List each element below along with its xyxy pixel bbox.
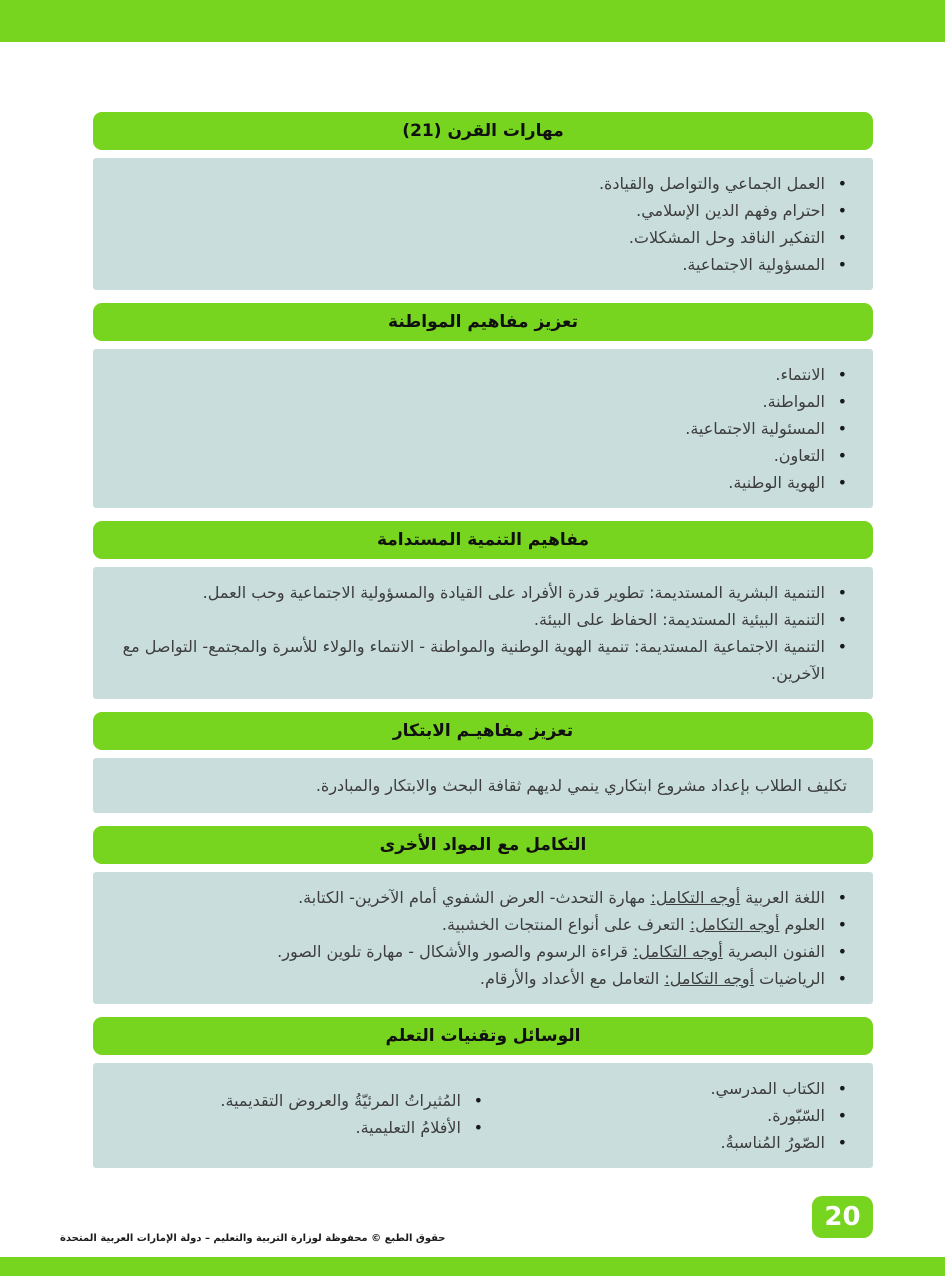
section-sustainable-development	[93, 521, 873, 699]
list-item	[119, 388, 847, 415]
list-item-text: التنمية البشرية المستديمة: تطوير قدرة الأفراد على القيادة والمسؤولية الاجتماعية وحب العمل.	[202, 583, 825, 602]
top-bar	[0, 0, 945, 42]
section-header: التكامل مع المواد الأخرى	[93, 826, 873, 864]
bullet-icon: •	[837, 610, 847, 629]
list-item	[119, 197, 847, 224]
list-item-text: المُثيراتُ المرئيّةُ والعروض التقديمية.	[220, 1091, 461, 1110]
section-integration	[93, 826, 873, 1004]
list-item	[119, 170, 847, 197]
list-item-text	[119, 884, 825, 911]
section-innovation	[93, 712, 873, 813]
bullet-icon: •	[837, 888, 847, 907]
bullet-icon: •	[473, 1091, 483, 1110]
list-item	[119, 361, 847, 388]
list-item-text	[119, 938, 825, 965]
list-item-text	[119, 911, 825, 938]
bullet-icon: •	[837, 255, 847, 274]
list-item-text: التنمية البيئية المستديمة: الحفاظ على البيئة.	[533, 610, 825, 629]
list-item	[119, 938, 847, 965]
integration-detail: قراءة الرسوم والصور والأشكال - مهارة تلوين الصور.	[277, 942, 628, 961]
bullet-list	[119, 361, 847, 496]
copyright-footer: حقوق الطبع © محفوظة لوزارة التربية والتعليم – دولة الإمارات العربية المتحدة	[60, 1233, 446, 1244]
bullet-icon: •	[837, 228, 847, 247]
section-century-skills	[93, 112, 873, 290]
bullet-list-right	[483, 1075, 847, 1156]
bullet-icon: •	[837, 1106, 847, 1125]
bullet-list-left	[119, 1075, 483, 1156]
list-item-text: المسئولية الاجتماعية.	[685, 419, 825, 438]
bullet-icon: •	[837, 583, 847, 602]
list-item	[119, 251, 847, 278]
list-item-text: المواطنة.	[762, 392, 825, 411]
list-item	[483, 1102, 847, 1129]
page-content	[93, 112, 873, 1181]
list-item	[119, 442, 847, 469]
integration-detail: مهارة التحدث- العرض الشفوي أمام الآخرين- الكتابة.	[298, 888, 646, 907]
bullet-list	[119, 579, 847, 687]
list-item-text: التنمية الاجتماعية المستديمة: تنمية الهوية الوطنية والمواطنة - الانتماء والولاء للأسرة والمجتمع- التواصل مع الآخرين.	[122, 637, 825, 683]
integration-aspects-label: أوجه التكامل:	[650, 888, 741, 907]
list-item	[119, 965, 847, 992]
list-item-text: الانتماء.	[775, 365, 825, 384]
bullet-icon: •	[837, 473, 847, 492]
section-citizenship	[93, 303, 873, 508]
bullet-icon: •	[837, 365, 847, 384]
list-item	[119, 415, 847, 442]
integration-aspects-label: أوجه التكامل:	[664, 969, 755, 988]
subject-name: الرياضيات	[759, 969, 825, 988]
section-body	[93, 349, 873, 508]
bullet-list	[119, 170, 847, 278]
bullet-icon: •	[473, 1118, 483, 1137]
list-item-text: الصّورُ المُناسبةُ.	[720, 1133, 825, 1152]
bullet-icon: •	[837, 446, 847, 465]
list-item-text: التعاون.	[773, 446, 825, 465]
list-item-text: الأفلامُ التعليمية.	[355, 1118, 461, 1137]
list-item-text: احترام وفهم الدين الإسلامي.	[636, 201, 825, 220]
section-body	[93, 758, 873, 813]
section-paragraph: تكليف الطلاب بإعداد مشروع ابتكاري ينمي لديهم ثقافة البحث والابتكار والمبادرة.	[315, 776, 847, 795]
list-item	[119, 579, 847, 606]
subject-name: العلوم	[784, 915, 825, 934]
section-header: تعزيز مفاهيم المواطنة	[93, 303, 873, 341]
list-item-text: الهوية الوطنية.	[728, 473, 825, 492]
list-item	[483, 1075, 847, 1102]
section-body	[93, 567, 873, 699]
list-item	[483, 1129, 847, 1156]
section-header: الوسائل وتقنيات التعلم	[93, 1017, 873, 1055]
bullet-icon: •	[837, 392, 847, 411]
bullet-icon: •	[837, 942, 847, 961]
list-item-text	[119, 965, 825, 992]
list-item	[119, 606, 847, 633]
section-learning-tools	[93, 1017, 873, 1168]
section-body	[93, 158, 873, 290]
list-item	[119, 633, 847, 687]
list-item	[119, 911, 847, 938]
list-item-text: العمل الجماعي والتواصل والقيادة.	[598, 174, 825, 193]
integration-aspects-label: أوجه التكامل:	[633, 942, 723, 961]
subject-name: الفنون البصرية	[727, 942, 825, 961]
bullet-icon: •	[837, 915, 847, 934]
section-header: مهارات القرن (21)	[93, 112, 873, 150]
list-item	[119, 469, 847, 496]
bottom-bar	[0, 1257, 945, 1276]
bullet-icon: •	[837, 201, 847, 220]
subject-name: اللغة العربية	[745, 888, 825, 907]
list-item	[119, 224, 847, 251]
section-body	[93, 872, 873, 1004]
section-header: تعزيز مفاهيـم الابتكار	[93, 712, 873, 750]
bullet-icon: •	[837, 419, 847, 438]
integration-detail: التعامل مع الأعداد والأرقام.	[479, 969, 660, 988]
list-item-text: الكتاب المدرسي.	[710, 1079, 825, 1098]
list-item	[119, 1087, 483, 1114]
bullet-icon: •	[837, 637, 847, 656]
two-column-list	[119, 1075, 847, 1156]
bullet-icon: •	[837, 174, 847, 193]
bullet-icon: •	[837, 1079, 847, 1098]
section-header: مفاهيم التنمية المستدامة	[93, 521, 873, 559]
list-item-text: السّبّورة.	[767, 1106, 825, 1125]
list-item-text: المسؤولية الاجتماعية.	[682, 255, 825, 274]
integration-aspects-label: أوجه التكامل:	[689, 915, 780, 934]
list-item-text: التفكير الناقد وحل المشكلات.	[628, 228, 825, 247]
integration-detail: التعرف على أنواع المنتجات الخشبية.	[441, 915, 685, 934]
bullet-icon: •	[837, 1133, 847, 1152]
bullet-icon: •	[837, 969, 847, 988]
list-item	[119, 884, 847, 911]
list-item	[119, 1114, 483, 1141]
section-body	[93, 1063, 873, 1168]
bullet-list	[119, 884, 847, 992]
page-number-badge: 20	[812, 1196, 873, 1238]
